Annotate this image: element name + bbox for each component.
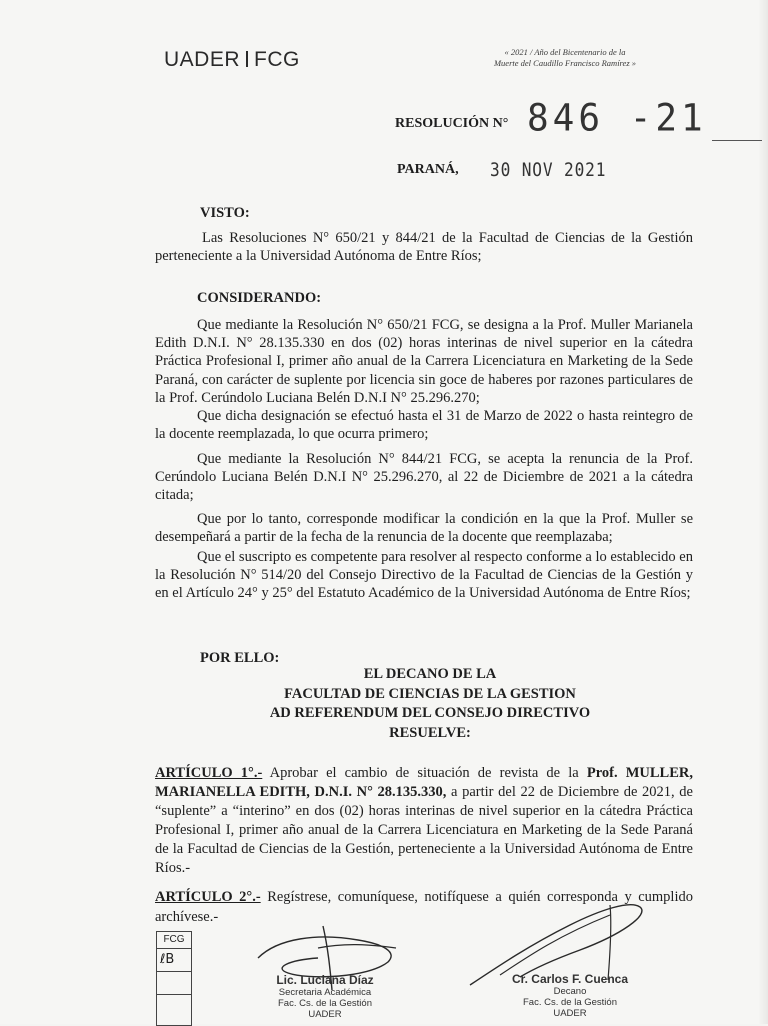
considerando-paragraph-2 [155, 407, 693, 443]
signature-inst: UADER [553, 1008, 587, 1019]
signature-org: Fac. Cs. de la Gestión [523, 997, 617, 1008]
considerando-text-1: Que mediante la Resolución N° 650/21 FCG, se designa a la Prof. Muller Marianela Edith D.N.I. N° 28.135.330 en dos (02) horas interinas de nivel superior en la cátedra Práctica Profesional I, primer año anual de la Carrera Licenciatura en Marketing de la Sede Paraná, con carácter de suplente por licencia sin goce de haberes por razones particulares de la Prof. Cerúndolo Luciana Belén D.N.I N° 25.296.270; [155, 317, 693, 406]
logo-fcg: FCG [254, 48, 300, 71]
resolution-number-stamp: 846 -21 [527, 96, 707, 141]
resolution-label: RESOLUCIÓN N° [395, 116, 509, 131]
considerando-paragraph-5 [155, 548, 693, 603]
control-box-initials: ℓB [157, 949, 191, 972]
articulo-1 [155, 764, 693, 878]
date-stamp: 30 NOV 2021 [490, 159, 607, 181]
logo-uader: UADER [164, 48, 241, 71]
articulo-1-bold: Prof. MULLER, MARIANELLA EDITH, D.N.I. N° 28.135.330, [155, 765, 693, 800]
visto-text: Las Resoluciones N° 650/21 y 844/21 de la Facultad de Ciencias de la Gestión perteneciente a la Universidad Autónoma de Entre Ríos; [155, 230, 693, 265]
articulo-1-title: ARTÍCULO 1°.- [155, 765, 263, 781]
considerando-text-5: Que el suscripto es competente para resolver al respecto conforme a lo establecido en la Resolución N° 514/20 del Consejo Directivo de la Facultad de Ciencias de la Gestión y en el Artículo 24° y 25° del Estatuto Académico de la Universidad Autónoma de Entre Ríos; [155, 549, 693, 602]
considerando-text-3: Que mediante la Resolución N° 844/21 FCG, se acepta la renuncia de la Prof. Cerúndolo Luciana Belén D.N.I N° 25.296.270, al 22 de Diciembre de 2021 a la cátedra citada; [155, 451, 693, 504]
articulo-2-title: ARTÍCULO 2°.- [155, 889, 261, 905]
resolution-underline [712, 140, 762, 141]
articulo-1-text-a: Aprobar el cambio de situación de revista de la [269, 765, 579, 781]
motto-line-1: « 2021 / Año del Bicentenario de la [504, 47, 626, 57]
considerando-paragraph-4 [155, 510, 693, 546]
institution-logo [164, 48, 300, 72]
por-ello-heading: POR ELLO: [200, 650, 280, 666]
signature-block-diaz [250, 973, 400, 1020]
control-box-row [157, 995, 191, 1017]
motto-line-2: Muerte del Caudillo Francisco Ramírez » [493, 58, 637, 68]
logo-divider [246, 51, 248, 67]
year-motto [470, 47, 660, 69]
considerando-text-4: Que por lo tanto, corresponde modificar la condición en la que la Prof. Muller se desempeñará a partir de la fecha de la renuncia de la docente que reemplazaba; [155, 511, 693, 546]
city-label: PARANÁ, [397, 162, 459, 177]
resuelve-line-4: RESUELVE: [389, 724, 471, 741]
resuelve-line-2: FACULTAD DE CIENCIAS DE LA GESTION [284, 685, 576, 702]
visto-heading: VISTO: [200, 205, 250, 221]
considerando-paragraph-3 [155, 450, 693, 505]
signature-name: Lic. Luciana Díaz [276, 973, 374, 987]
page-edge-shadow [758, 0, 768, 1024]
signature-block-cuenca [500, 972, 640, 1019]
resuelve-block [150, 665, 710, 743]
resuelve-line-3: AD REFERENDUM DEL CONSEJO DIRECTIVO [269, 705, 591, 721]
resuelve-line-1: EL DECANO DE LA [363, 666, 497, 682]
control-box [156, 931, 192, 1026]
visto-paragraph [155, 229, 693, 265]
considerando-paragraph-1 [155, 316, 693, 407]
articulo-2-text: Regístrese, comuníquese, notifíquese a quién corresponda y cumplido archívese.- [155, 889, 693, 925]
articulo-1-text-b: a partir del 22 de Diciembre de 2021, de “suplente” a “interino” en dos (02) horas interinas de nivel superior en la cátedra Práctica Profesional I, primer año anual de la Carrera Licenciatura en Marketing de la Sede Paraná de la Facultad de Ciencias de la Gestión, perteneciente a la Universidad Autónoma de Entre Ríos.- [155, 784, 693, 876]
signature-name: Cr. Carlos F. Cuenca [511, 972, 629, 986]
signature-role: Decano [553, 986, 587, 997]
control-box-label: FCG [157, 932, 191, 949]
considerando-heading: CONSIDERANDO: [197, 290, 322, 306]
signature-inst: UADER [308, 1009, 342, 1020]
control-box-row [157, 972, 191, 995]
signature-role: Secretaria Académica [278, 987, 372, 998]
considerando-text-2: Que dicha designación se efectuó hasta el 31 de Marzo de 2022 o hasta reintegro de la docente reemplazada, lo que ocurra primero; [155, 408, 693, 443]
signature-org: Fac. Cs. de la Gestión [278, 998, 372, 1009]
